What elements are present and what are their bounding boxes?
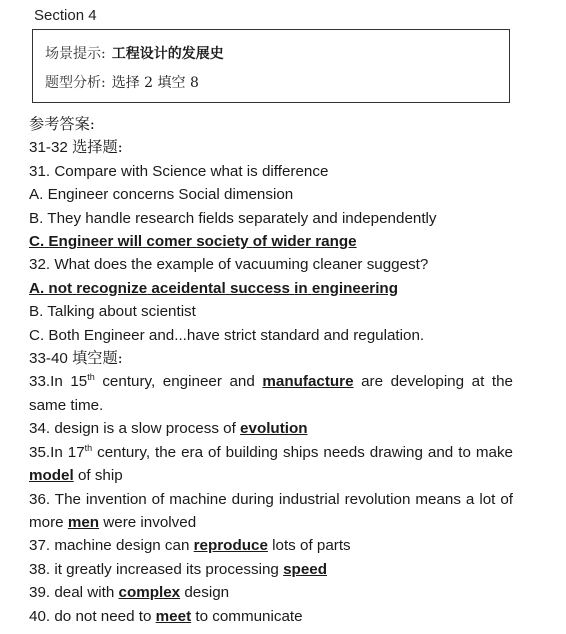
q37-answer: reproduce	[193, 537, 268, 555]
question-type-value: 选择 2 填空 8	[111, 75, 199, 91]
answer-word: of	[252, 233, 268, 251]
section-title: Section 4	[34, 7, 97, 24]
question-type-row	[45, 72, 199, 92]
answer-word: aceidental	[151, 279, 226, 297]
answer-word: range	[315, 233, 357, 251]
q36-answer: men	[67, 513, 100, 531]
answer-word: society	[196, 233, 249, 251]
scene-value: 工程设计的发展史	[111, 46, 224, 62]
fill-header	[29, 347, 513, 370]
answer-word: Engineer	[48, 233, 114, 251]
q34-answer: evolution	[240, 420, 308, 438]
q40	[29, 605, 513, 628]
q31-option-c-answer	[29, 230, 513, 253]
answer-word: wider	[271, 233, 312, 251]
q36-text-end: were involved	[99, 513, 197, 531]
answer-word: comer	[146, 233, 192, 251]
q32-option-b: B. Talking about scientist	[29, 303, 196, 321]
answer-word: recognize	[76, 279, 148, 297]
q31-option-a: A. Engineer concerns Social dimension	[29, 186, 294, 204]
q33-text-end: are developing at the same time.	[29, 373, 513, 414]
q33-superscript: th	[87, 372, 95, 383]
q32-option-a-answer	[29, 277, 513, 300]
scene-label: 场景提示:	[45, 46, 106, 62]
q35-superscript: th	[84, 442, 93, 453]
choice-header-text: 选择题:	[72, 138, 123, 157]
choice-header	[29, 136, 513, 159]
answer-word: C.	[29, 233, 45, 251]
q39-text-end: design	[180, 584, 230, 602]
answers-title: 参考答案:	[29, 115, 95, 133]
choice-range: 31-32	[29, 139, 68, 157]
fill-range: 33-40	[29, 350, 68, 368]
q39	[29, 581, 513, 604]
q37-text: 37. machine design can	[29, 537, 194, 555]
q31-question: 31. Compare with Science what is difference	[29, 162, 329, 180]
q36	[29, 488, 513, 535]
q38-answer: speed	[283, 560, 328, 578]
q35-text: 35.In 17	[29, 443, 85, 461]
q33	[29, 370, 513, 417]
scene-info-box	[32, 29, 510, 103]
q39-answer: complex	[118, 584, 181, 602]
q35	[29, 441, 513, 488]
q38-text: 38. it greatly increased its processing	[29, 560, 284, 578]
q32-option-c: C. Both Engineer and...have strict standard and regulation.	[29, 326, 425, 344]
q37-text-end: lots of parts	[267, 537, 351, 555]
answer-word: engineering	[311, 279, 398, 297]
q35-text-mid: century, the era of building ships needs drawing and to make	[92, 443, 513, 461]
q40-answer: meet	[155, 607, 192, 625]
q34-text: 34. design is a slow process of	[29, 420, 241, 438]
q39-text: 39. deal with	[29, 584, 119, 602]
q35-text-end: of ship	[73, 467, 123, 485]
question-type-label: 题型分析:	[45, 75, 106, 91]
answer-key	[29, 113, 513, 628]
q32-question: 32. What does the example of vacuuming cleaner suggest?	[29, 256, 429, 274]
scene-row	[45, 43, 224, 63]
answer-word: in	[294, 279, 308, 297]
q33-text: 33.In 15	[29, 373, 88, 391]
q33-text-mid: century, engineer and	[94, 373, 263, 391]
q38	[29, 558, 513, 581]
q35-answer: model	[29, 467, 74, 485]
answer-word: A.	[29, 279, 45, 297]
fill-header-text: 填空题:	[72, 349, 123, 368]
answer-word: success	[229, 279, 290, 297]
q40-text-end: to communicate	[191, 607, 303, 625]
q34	[29, 417, 513, 440]
q40-text: 40. do not need to	[29, 607, 156, 625]
q31-option-b: B. They handle research fields separately and independently	[29, 209, 437, 227]
q37	[29, 534, 513, 557]
answer-word: not	[48, 279, 73, 297]
q36-text: 36. The invention of machine during industrial revolution means a lot of more	[29, 490, 513, 531]
answer-word: will	[117, 233, 143, 251]
q33-answer: manufacture	[262, 373, 354, 391]
